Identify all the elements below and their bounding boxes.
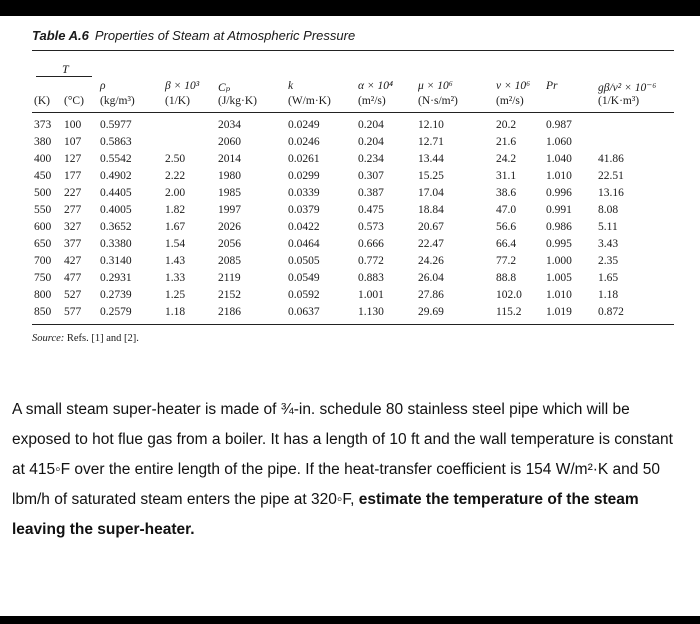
cell-rho: 0.2931: [100, 272, 132, 284]
table-caption: [32, 28, 355, 43]
cell-K: 500: [34, 187, 52, 199]
cell-beta: 2.00: [165, 187, 186, 199]
header-symbol-k: k: [288, 80, 294, 92]
cell-cp: 2085: [218, 255, 241, 267]
cell-k: 0.0339: [288, 187, 320, 199]
cell-nu: 20.2: [496, 119, 517, 131]
cell-beta: 1.25: [165, 289, 186, 301]
cell-nu: 24.2: [496, 153, 517, 165]
cell-nu: 38.6: [496, 187, 517, 199]
header-symbol-pr: Pr: [546, 80, 558, 92]
cell-nu: 115.2: [496, 306, 522, 318]
cell-pr: 1.005: [546, 272, 572, 284]
header-symbol-cp: Cₚ: [218, 82, 231, 94]
cell-C: 127: [64, 153, 82, 165]
header-unit-C: (°C): [64, 95, 84, 107]
cell-cp: 2056: [218, 238, 241, 250]
header-symbol-mu: μ × 10⁶: [418, 80, 453, 92]
cell-cp: 2186: [218, 306, 241, 318]
cell-beta: 2.22: [165, 170, 186, 182]
cell-cp: 2152: [218, 289, 241, 301]
table-number: Table A.6: [32, 28, 89, 43]
source-label: Source:: [32, 333, 65, 344]
cell-cp: 2026: [218, 221, 241, 233]
table-row: [0, 289, 700, 302]
cell-k: 0.0637: [288, 306, 320, 318]
cell-K: 400: [34, 153, 52, 165]
cell-gb: 41.86: [598, 153, 624, 165]
header-symbol-nu: ν × 10⁶: [496, 80, 531, 92]
bottom-black-border: [0, 616, 700, 624]
bottom-rule: [32, 324, 674, 325]
cell-alpha: 0.387: [358, 187, 384, 199]
header-unit-cp: (J/kg·K): [218, 95, 257, 107]
header-symbol-alpha: α × 10⁴: [358, 80, 394, 92]
header-symbol-gb: gβ/ν² × 10⁻⁶: [598, 82, 657, 94]
problem-question: estimate the temperature of the steam leaving the super-heater.: [12, 491, 639, 538]
table-row: [0, 119, 700, 132]
cell-K: 550: [34, 204, 52, 216]
table-row: [0, 136, 700, 149]
cell-K: 450: [34, 170, 52, 182]
cell-C: 527: [64, 289, 82, 301]
cell-cp: 2060: [218, 136, 241, 148]
cell-mu: 12.10: [418, 119, 444, 131]
cell-nu: 77.2: [496, 255, 517, 267]
cell-gb: 13.16: [598, 187, 624, 199]
top-rule: [32, 50, 674, 51]
cell-mu: 18.84: [418, 204, 444, 216]
cell-pr: 1.019: [546, 306, 572, 318]
cell-beta: 1.18: [165, 306, 186, 318]
cell-pr: 0.996: [546, 187, 572, 199]
cell-gb: 3.43: [598, 238, 619, 250]
cell-k: 0.0246: [288, 136, 320, 148]
cell-K: 800: [34, 289, 52, 301]
cell-mu: 17.04: [418, 187, 444, 199]
cell-pr: 1.040: [546, 153, 572, 165]
cell-C: 477: [64, 272, 82, 284]
cell-pr: 1.010: [546, 170, 572, 182]
problem-statement: [12, 395, 688, 545]
cell-K: 850: [34, 306, 52, 318]
cell-rho: 0.3140: [100, 255, 132, 267]
cell-K: 650: [34, 238, 52, 250]
cell-k: 0.0249: [288, 119, 320, 131]
cell-alpha: 0.772: [358, 255, 384, 267]
header-symbol-beta: β × 10³: [165, 80, 200, 92]
cell-pr: 0.991: [546, 204, 572, 216]
cell-nu: 102.0: [496, 289, 522, 301]
cell-gb: 5.11: [598, 221, 618, 233]
cell-nu: 88.8: [496, 272, 517, 284]
table-row: [0, 170, 700, 183]
cell-beta: 1.54: [165, 238, 186, 250]
header-unit-gb: (1/K·m³): [598, 95, 640, 107]
source-text: Refs. [1] and [2].: [66, 333, 139, 344]
problem-text: A small steam super-heater is made of ¾-in. schedule 80 stainless steel pipe which will be exposed to hot flue gas from a boiler. It has a length of 10 ft and the wall temperature is constant at 415◦F over the entire length of the pipe. If the heat-transfer coefficient is 154 W/m²·K and 50 lbm/h of saturated steam enters the pipe at 320◦F,: [12, 401, 673, 508]
cell-mu: 27.86: [418, 289, 444, 301]
cell-rho: 0.3652: [100, 221, 132, 233]
header-rule: [32, 112, 674, 113]
cell-alpha: 0.204: [358, 136, 384, 148]
cell-C: 327: [64, 221, 82, 233]
cell-rho: 0.4902: [100, 170, 132, 182]
table-row: [0, 221, 700, 234]
cell-cp: 2119: [218, 272, 241, 284]
cell-gb: 8.08: [598, 204, 619, 216]
temperature-group-rule: [36, 76, 92, 77]
cell-nu: 47.0: [496, 204, 517, 216]
cell-C: 377: [64, 238, 82, 250]
header-symbol-rho: ρ: [100, 80, 106, 92]
cell-k: 0.0592: [288, 289, 320, 301]
cell-cp: 1985: [218, 187, 241, 199]
table-row: [0, 238, 700, 251]
cell-k: 0.0549: [288, 272, 320, 284]
cell-K: 750: [34, 272, 52, 284]
cell-rho: 0.2739: [100, 289, 132, 301]
cell-cp: 2034: [218, 119, 241, 131]
cell-k: 0.0379: [288, 204, 320, 216]
header-unit-rho: (kg/m³): [100, 95, 135, 107]
cell-cp: 1980: [218, 170, 241, 182]
cell-alpha: 0.475: [358, 204, 384, 216]
cell-pr: 1.000: [546, 255, 572, 267]
cell-beta: 1.67: [165, 221, 186, 233]
cell-mu: 15.25: [418, 170, 444, 182]
cell-mu: 22.47: [418, 238, 444, 250]
table-row: [0, 153, 700, 166]
cell-rho: 0.4405: [100, 187, 132, 199]
cell-mu: 12.71: [418, 136, 444, 148]
cell-C: 577: [64, 306, 82, 318]
cell-C: 227: [64, 187, 82, 199]
cell-pr: 1.060: [546, 136, 572, 148]
cell-beta: 2.50: [165, 153, 186, 165]
cell-beta: 1.82: [165, 204, 186, 216]
cell-beta: 1.43: [165, 255, 186, 267]
cell-mu: 13.44: [418, 153, 444, 165]
cell-nu: 56.6: [496, 221, 517, 233]
cell-nu: 21.6: [496, 136, 517, 148]
cell-C: 100: [64, 119, 82, 131]
cell-rho: 0.5977: [100, 119, 132, 131]
table-row: [0, 272, 700, 285]
cell-alpha: 0.573: [358, 221, 384, 233]
cell-C: 277: [64, 204, 82, 216]
header-unit-K: (K): [34, 95, 50, 107]
cell-k: 0.0299: [288, 170, 320, 182]
cell-K: 380: [34, 136, 52, 148]
cell-gb: 1.18: [598, 289, 619, 301]
cell-mu: 26.04: [418, 272, 444, 284]
cell-k: 0.0464: [288, 238, 320, 250]
cell-pr: 0.986: [546, 221, 572, 233]
cell-K: 600: [34, 221, 52, 233]
table-title: Properties of Steam at Atmospheric Pressure: [94, 28, 356, 43]
cell-alpha: 0.204: [358, 119, 384, 131]
cell-mu: 24.26: [418, 255, 444, 267]
cell-gb: 22.51: [598, 170, 624, 182]
table-row: [0, 187, 700, 200]
cell-alpha: 0.883: [358, 272, 384, 284]
cell-cp: 2014: [218, 153, 241, 165]
header-unit-k: (W/m·K): [288, 95, 331, 107]
cell-rho: 0.5863: [100, 136, 132, 148]
cell-C: 427: [64, 255, 82, 267]
cell-nu: 31.1: [496, 170, 517, 182]
cell-alpha: 0.307: [358, 170, 384, 182]
cell-pr: 0.987: [546, 119, 572, 131]
header-unit-alpha: (m²/s): [358, 95, 386, 107]
cell-cp: 1997: [218, 204, 241, 216]
cell-rho: 0.5542: [100, 153, 132, 165]
top-black-border: [0, 0, 700, 16]
cell-alpha: 0.234: [358, 153, 384, 165]
cell-nu: 66.4: [496, 238, 517, 250]
temperature-group-label: T: [62, 62, 69, 76]
cell-alpha: 1.130: [358, 306, 384, 318]
cell-C: 177: [64, 170, 82, 182]
cell-mu: 20.67: [418, 221, 444, 233]
cell-gb: 2.35: [598, 255, 619, 267]
cell-gb: 0.872: [598, 306, 624, 318]
cell-k: 0.0261: [288, 153, 320, 165]
header-unit-nu: (m²/s): [496, 95, 524, 107]
header-unit-beta: (1/K): [165, 95, 190, 107]
cell-alpha: 1.001: [358, 289, 384, 301]
header-unit-mu: (N·s/m²): [418, 95, 458, 107]
cell-rho: 0.4005: [100, 204, 132, 216]
cell-K: 700: [34, 255, 52, 267]
cell-k: 0.0505: [288, 255, 320, 267]
cell-mu: 29.69: [418, 306, 444, 318]
cell-alpha: 0.666: [358, 238, 384, 250]
cell-rho: 0.2579: [100, 306, 132, 318]
table-row: [0, 255, 700, 268]
cell-pr: 1.010: [546, 289, 572, 301]
cell-rho: 0.3380: [100, 238, 132, 250]
table-row: [0, 306, 700, 319]
cell-beta: 1.33: [165, 272, 186, 284]
cell-C: 107: [64, 136, 82, 148]
table-row: [0, 204, 700, 217]
cell-pr: 0.995: [546, 238, 572, 250]
cell-K: 373: [34, 119, 52, 131]
cell-gb: 1.65: [598, 272, 619, 284]
cell-k: 0.0422: [288, 221, 320, 233]
table-source: [32, 333, 139, 344]
